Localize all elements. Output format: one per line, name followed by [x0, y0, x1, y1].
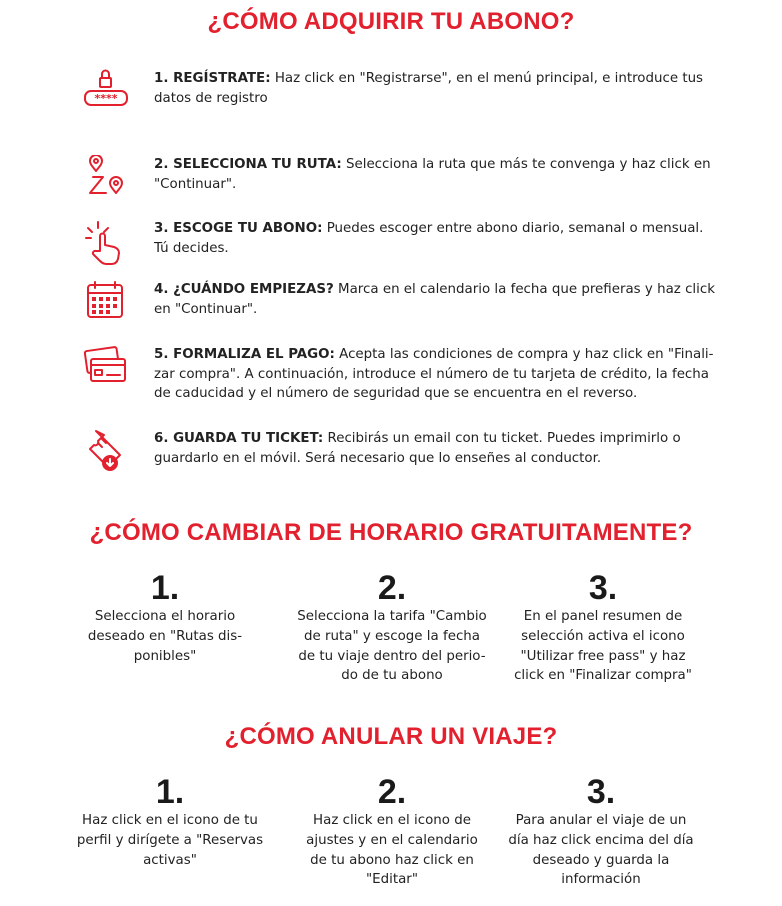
- step-number: 2.: [377, 773, 407, 811]
- step-text: Haz click en "Registrarse", en el menú principal, e introduce tus datos de registro: [154, 71, 704, 106]
- route-pins-icon: [82, 155, 132, 201]
- cancel-step-2: [297, 773, 487, 890]
- change-step-1: [70, 569, 260, 666]
- step-label: 5. FORMALIZA EL PAGO:: [154, 347, 335, 362]
- step-text: Selecciona la tarifa "Cambio de ruta" y escoge la fecha de tu viaje dentro del perio- do de tu abono: [297, 609, 487, 684]
- step-number: 2.: [377, 569, 407, 607]
- step-text: En el panel resumen de selección activa el icono "Utilizar free pass" y haz click en "Finalizar compra": [514, 609, 692, 684]
- step-text: Puedes escoger entre abono diario, semanal o mensual. Tú decides.: [154, 221, 704, 256]
- change-step-2: [297, 569, 487, 686]
- step-text: Para anular el viaje de un día haz click encima del día deseado y guarda la información: [508, 813, 694, 888]
- calendar-icon: [82, 280, 132, 326]
- step-number: 3.: [586, 773, 616, 811]
- step-text: Marca en el calendario la fecha que prefieras y haz click en "Continuar".: [154, 282, 715, 317]
- step-text: Acepta las condiciones de compra y haz click en "Finali- zar compra". A continuación, introduce el número de tu tarjeta de crédito, la fecha de caducidad y el número de seguridad que se encuentra en el reverso.: [154, 347, 714, 402]
- step-text: Selecciona la ruta que más te convenga y haz click en "Continuar".: [154, 157, 711, 192]
- step-text: Recibirás un email con tu ticket. Puedes imprimirlo o guardarlo en el móvil. Será necesario que lo enseñes al conductor.: [154, 431, 681, 466]
- step-number: 3.: [588, 569, 618, 607]
- step-number: 1.: [155, 773, 185, 811]
- ticket-download-icon: [82, 429, 132, 475]
- hand-tap-icon: [82, 219, 132, 265]
- cancel-title: ¿CÓMO ANULAR UN VIAJE?: [224, 723, 558, 750]
- svg-text:****: ****: [94, 92, 118, 105]
- acquire-title: ¿CÓMO ADQUIRIR TU ABONO?: [207, 8, 575, 35]
- change-step-3: [508, 569, 698, 686]
- step-number: 1.: [150, 569, 180, 607]
- credit-cards-icon: [82, 345, 132, 391]
- step-label: 6. GUARDA TU TICKET:: [154, 431, 324, 446]
- step-label: 1. REGÍSTRATE:: [154, 71, 271, 86]
- step-text: Haz click en el icono de tu perfil y dirígete a "Reservas activas": [76, 813, 264, 868]
- step-label: 3. ESCOGE TU ABONO:: [154, 221, 323, 236]
- password-lock-icon: [82, 69, 132, 115]
- step-label: 2. SELECCIONA TU RUTA:: [154, 157, 342, 172]
- step-text: Haz click en el icono de ajustes y en el calendario de tu abono haz click en "Editar": [306, 813, 478, 888]
- cancel-step-3: [506, 773, 696, 890]
- step-label: 4. ¿CUÁNDO EMPIEZAS?: [154, 282, 334, 297]
- change-title: ¿CÓMO CAMBIAR DE HORARIO GRATUITAMENTE?: [89, 519, 693, 546]
- cancel-step-1: [75, 773, 265, 870]
- step-text: Selecciona el horario deseado en "Rutas dis- ponibles": [87, 609, 243, 664]
